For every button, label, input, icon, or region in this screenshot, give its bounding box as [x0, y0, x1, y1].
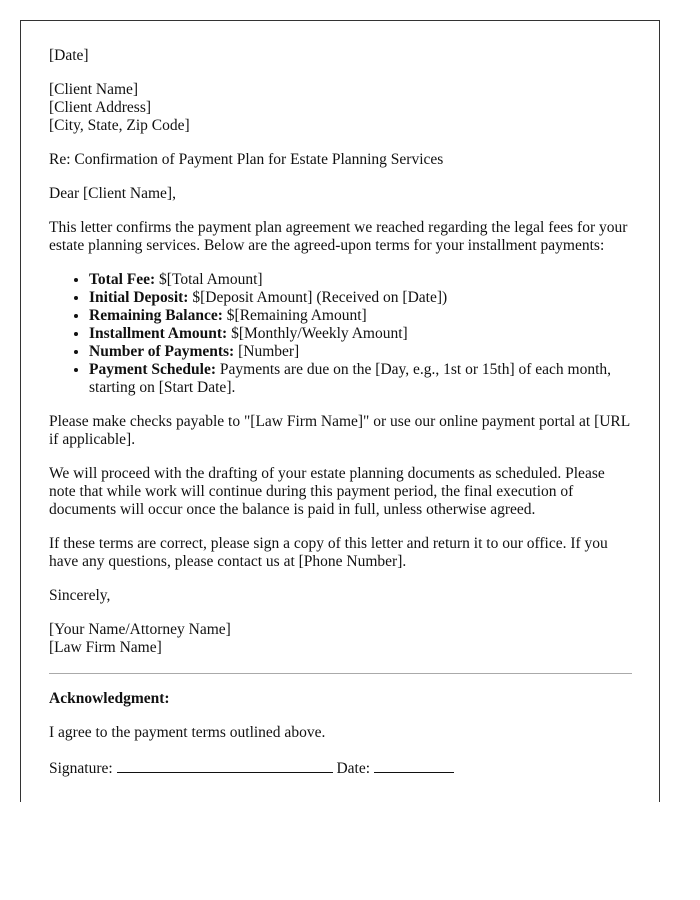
- signoff: Sincerely,: [49, 587, 111, 604]
- signature-label: Signature:: [49, 760, 113, 777]
- term-total-fee: • Total Fee: $[Total Amount]: [89, 271, 634, 289]
- signature-block: [49, 621, 634, 657]
- term-remaining-balance: • Remaining Balance: $[Remaining Amount]: [89, 307, 634, 325]
- intro-paragraph: This letter confirms the payment plan agreement we reached regarding the legal fees for your estate planning services. Below are the agreed-upon terms for your installment payments:: [49, 219, 628, 254]
- payment-terms-list: [49, 271, 634, 397]
- letter-body: [49, 47, 634, 778]
- closing-paragraph: If these terms are correct, please sign a copy of this letter and return it to our office. If you have any questions, please contact us at [Phone Number].: [49, 535, 608, 570]
- term-payment-schedule: • Payment Schedule: Payments are due on the [Day, e.g., 1st or 15th] of each month, starting on [Start Date].: [89, 361, 634, 397]
- salutation: Dear [Client Name],: [49, 185, 176, 202]
- acknowledgment-statement: I agree to the payment terms outlined above.: [49, 724, 326, 741]
- signature-blank[interactable]: [117, 758, 333, 773]
- term-installment-amount: • Installment Amount: $[Monthly/Weekly Amount]: [89, 325, 634, 343]
- subject-line: Re: Confirmation of Payment Plan for Estate Planning Services: [49, 151, 444, 168]
- date-blank[interactable]: [374, 758, 454, 773]
- drafting-paragraph: We will proceed with the drafting of your estate planning documents as scheduled. Please note that while work will continue during this payment period, the final execution of documents will occur once the balance is paid in full, unless otherwise agreed.: [49, 465, 605, 518]
- client-name-line: [Client Name]: [49, 81, 139, 98]
- payment-paragraph: Please make checks payable to "[Law Firm Name]" or use our online payment portal at [URL if applicable].: [49, 413, 630, 448]
- term-initial-deposit: • Initial Deposit: $[Deposit Amount] (Received on [Date]): [89, 289, 634, 307]
- signature-row: [49, 758, 634, 778]
- acknowledgment-heading: Acknowledgment:: [49, 690, 170, 707]
- client-address: [49, 81, 634, 135]
- letter-date: [Date]: [49, 47, 89, 64]
- law-firm-name: [Law Firm Name]: [49, 639, 162, 656]
- date-label: Date:: [336, 760, 371, 777]
- attorney-name: [Your Name/Attorney Name]: [49, 621, 231, 638]
- client-city-line: [City, State, Zip Code]: [49, 117, 190, 134]
- section-divider: [49, 673, 632, 674]
- client-address-line: [Client Address]: [49, 99, 152, 116]
- term-number-of-payments: • Number of Payments: [Number]: [89, 343, 634, 361]
